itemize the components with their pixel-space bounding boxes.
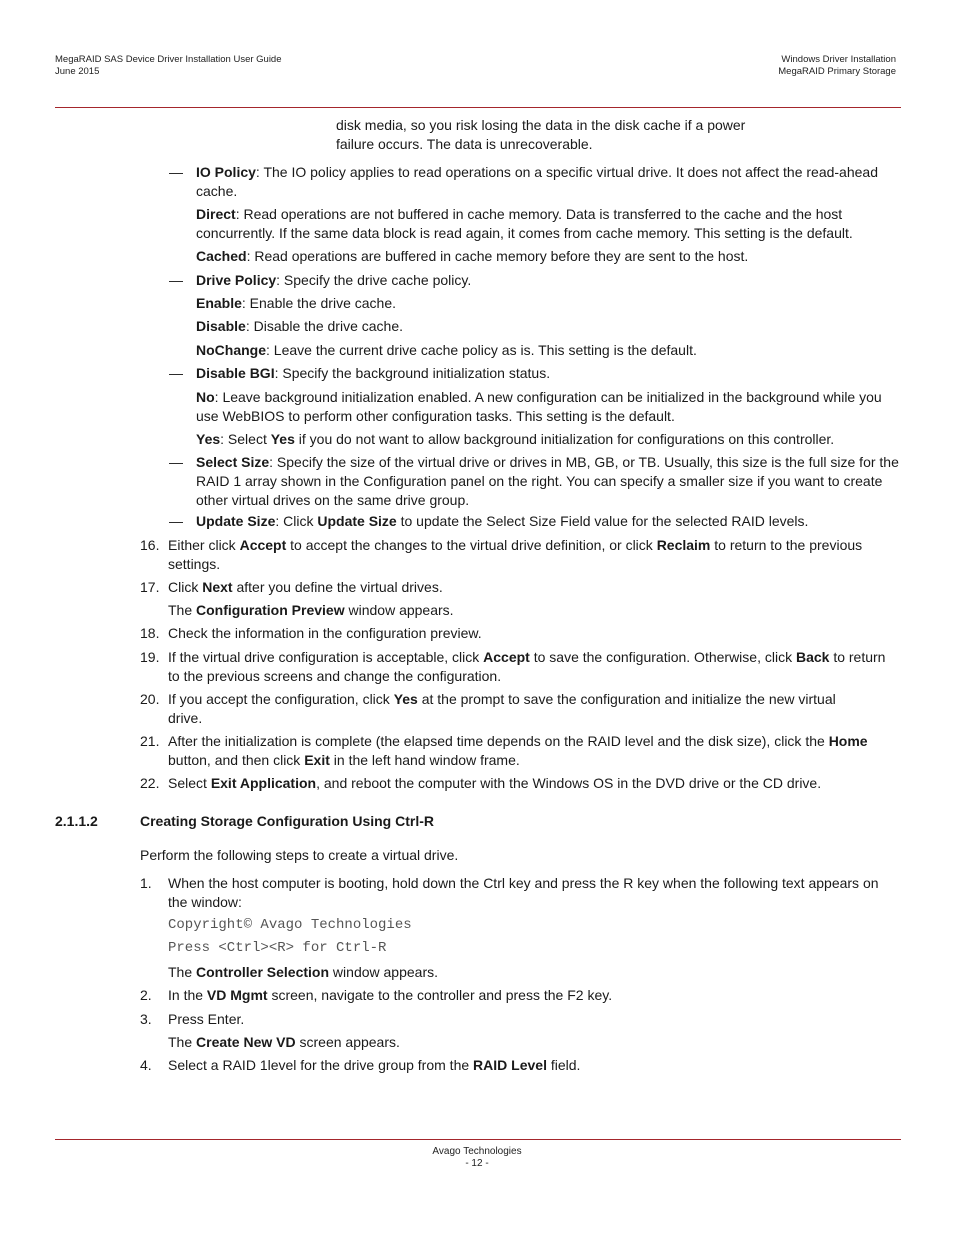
step-number: 2. xyxy=(140,987,152,1003)
step-number: 16. xyxy=(140,537,160,553)
doc-title: MegaRAID SAS Device Driver Installation User Guide xyxy=(55,54,282,65)
dash-bullet: — xyxy=(169,164,183,180)
step-number: 20. xyxy=(140,691,160,707)
drive-policy-item: Drive Policy: Specify the drive cache policy. xyxy=(196,272,472,288)
header-left xyxy=(55,54,282,78)
step-number: 17. xyxy=(140,579,160,595)
chapter-title: Windows Driver Installation xyxy=(781,54,896,65)
ctrlr-step-2: In the VD Mgmt screen, navigate to the controller and press the F2 key. xyxy=(168,987,613,1003)
ctrlr-step-4: Select a RAID 1level for the drive group from the RAID Level field. xyxy=(168,1057,581,1073)
doc-date: June 2015 xyxy=(55,66,100,77)
header-right xyxy=(778,54,896,78)
footer-company: Avago Technologies xyxy=(432,1146,522,1157)
dash-bullet: — xyxy=(169,272,183,288)
section-number: 2.1.1.2 xyxy=(55,813,98,829)
disable-bgi-item: Disable BGI: Specify the background initialization status. xyxy=(196,365,551,381)
drive-policy-disable: Disable: Disable the drive cache. xyxy=(196,318,404,334)
select-size-item: Select Size: Specify the size of the virtual drive or drives in MB, GB, or TB. Usually, this size is the full size for the RAID 1 array shown in the Configuration panel on the right. You can specify a smaller size if you want to create other virtual drives on the same drive group. xyxy=(196,454,899,508)
step-20: If you accept the configuration, click Yes at the prompt to save the configuration and initialize the new virtual drive. xyxy=(168,691,836,726)
header-rule xyxy=(55,107,901,108)
section-intro: Perform the following steps to create a virtual drive. xyxy=(140,847,459,863)
step-16: Either click Accept to accept the changes to the virtual drive definition, or click Reclaim to return to the previous settings. xyxy=(168,537,863,572)
step-number: 18. xyxy=(140,625,160,641)
step-21: After the initialization is complete (the elapsed time depends on the RAID level and the disk size), click the Home button, and then click Exit in the left hand window frame. xyxy=(168,733,868,768)
step-17: Click Next after you define the virtual drives. xyxy=(168,579,443,595)
step-number: 21. xyxy=(140,733,160,749)
io-policy-cached: Cached: Read operations are buffered in cache memory before they are sent to the host. xyxy=(196,248,749,264)
step-number: 22. xyxy=(140,775,160,791)
code-line-1: Copyright© Avago Technologies xyxy=(168,917,412,933)
disable-bgi-no: No: Leave background initialization enabled. A new configuration can be initialized in the background while you use WebBIOS to perform other configuration tasks. This setting is the default. xyxy=(196,389,882,424)
drive-policy-nochange: NoChange: Leave the current drive cache policy as is. This setting is the default. xyxy=(196,342,697,358)
code-line-2: Press <Ctrl><R> for Ctrl-R xyxy=(168,940,387,956)
io-policy-term: IO Policy xyxy=(196,164,256,180)
disable-bgi-yes: Yes: Select Yes if you do not want to allow background initialization for configurations on this controller. xyxy=(196,431,835,447)
step-17-result: The Configuration Preview window appears. xyxy=(168,602,454,618)
footer xyxy=(377,1146,577,1170)
io-policy-item: IO Policy: The IO policy applies to read operations on a specific virtual drive. It does not affect the read-ahead cache. xyxy=(196,164,878,199)
dash-bullet: — xyxy=(169,365,183,381)
dash-bullet: — xyxy=(169,454,183,470)
step-number: 1. xyxy=(140,875,152,891)
step-number: 3. xyxy=(140,1011,152,1027)
section-title: MegaRAID Primary Storage xyxy=(778,66,896,77)
ctrlr-step-3-result: The Create New VD screen appears. xyxy=(168,1034,400,1050)
dash-bullet: — xyxy=(169,513,183,529)
step-number: 19. xyxy=(140,649,160,665)
ctrlr-step-1-result: The Controller Selection window appears. xyxy=(168,964,438,980)
update-size-item: Update Size: Click Update Size to update the Select Size Field value for the selected RAID levels. xyxy=(196,513,809,529)
step-22: Select Exit Application, and reboot the computer with the Windows OS in the DVD drive or the CD drive. xyxy=(168,775,822,791)
step-number: 4. xyxy=(140,1057,152,1073)
ctrlr-step-3: Press Enter. xyxy=(168,1011,245,1027)
drive-policy-enable: Enable: Enable the drive cache. xyxy=(196,295,397,311)
io-policy-direct: Direct: Read operations are not buffered in cache memory. Data is transferred to the cache and the host concurrently. If the same data block is read again, it comes from cache memory. This setting is the default. xyxy=(196,206,853,241)
section-heading: Creating Storage Configuration Using Ctrl-R xyxy=(140,813,434,829)
step-19: If the virtual drive configuration is acceptable, click Accept to save the configuration. Otherwise, click Back to return to the previous screens and change the configuration. xyxy=(168,649,886,684)
intro-continuation: disk media, so you risk losing the data in the disk cache if a power failure occurs. The data is unrecoverable. xyxy=(336,117,746,152)
footer-rule xyxy=(55,1139,901,1140)
page-number: - 12 - xyxy=(465,1158,489,1169)
ctrlr-step-1: When the host computer is booting, hold down the Ctrl key and press the R key when the following text appears on the window: xyxy=(168,875,879,910)
step-18: Check the information in the configuration preview. xyxy=(168,625,482,641)
